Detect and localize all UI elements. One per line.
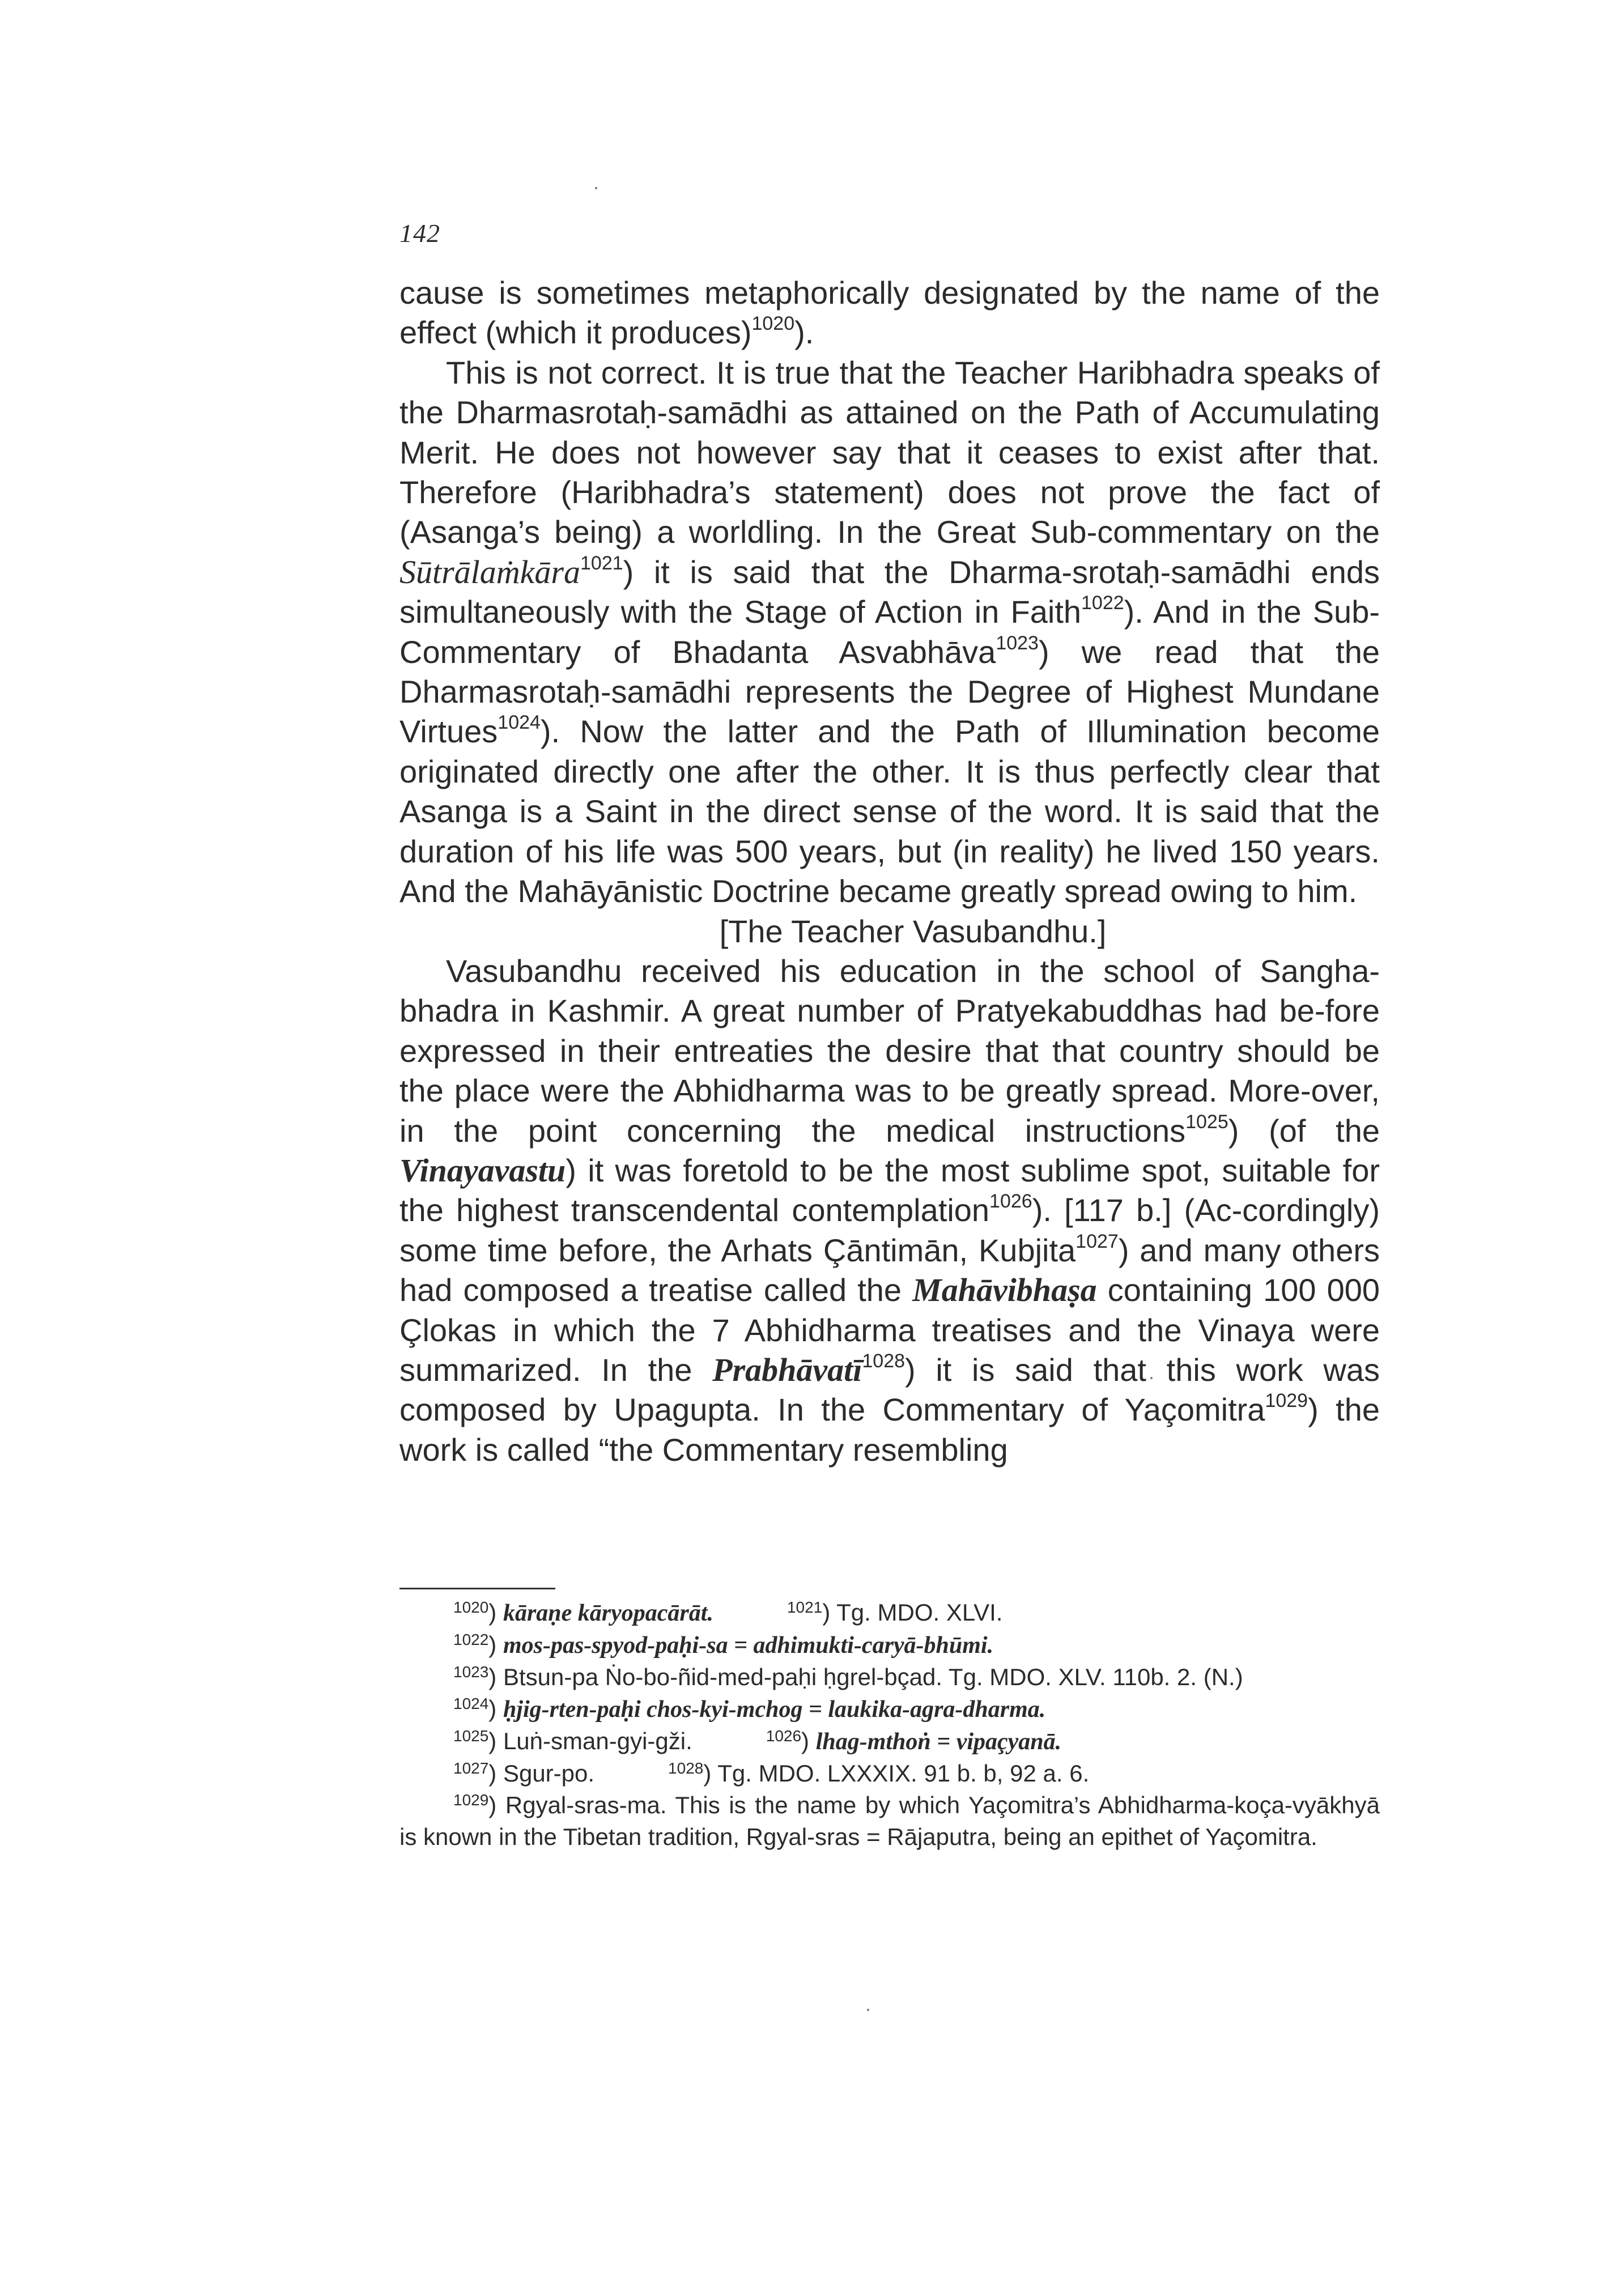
paragraph-text: containing 100 000 Çlokas in which the 7 Abhidharma treatises and the Vinaya were summarized. In the [399,1272,1380,1388]
page-number: 142 [399,219,440,248]
footnote-ref: 1025 [1185,1111,1228,1133]
footnote-row: $^{1025}$) Luṅ-sman-gyi-gži. $^{1026}$) lhag-mthoṅ = vipaçyanā. [453,1727,1062,1755]
footnote-ref: 1020 [751,313,795,335]
footnote-divider [399,1588,555,1589]
footnote-text: kāraṇe kāryopacārāt. [503,1600,713,1626]
footnote-number: 1022 [453,1631,489,1648]
scan-speck [595,187,597,189]
footnote-row: $^{1022}$) mos-pas-spyod-paḥi-sa = adhimukti-caryā-bhūmi. [453,1631,994,1659]
footnote-number: 1020 [453,1598,489,1616]
work-title: Sūtrālaṁkāra [399,553,580,590]
footnote-number: 1021 [787,1598,823,1616]
footnote-number: 1027 [453,1759,489,1777]
footnote-text: ḥjig-rten-paḥi chos-kyi-mchog = laukika-agra-dharma. [503,1697,1046,1723]
paragraph-text: ) and many others had composed a treatise called the [399,1232,1380,1308]
paragraph-2 [399,353,1380,912]
footnote-number: 1024 [453,1695,489,1712]
scan-speck [867,2009,869,2011]
footnote-ref: 1022 [1081,592,1124,614]
footnote-row: $^{1020}$) kāraṇe kāryopacārāt. $^{1021}$) Tg. MDO. XLVI. [453,1598,1003,1626]
footnote-row: $^{1024}$) ḥjig-rten-paḥi chos-kyi-mchog = laukika-agra-dharma. [453,1695,1046,1723]
footnote-ref: 1029 [1265,1390,1308,1412]
work-title: Prabhāvatī [712,1351,862,1388]
footnote-text: Btsun-pa Ṅo-bo-ñid-med-paḥi ḥgrel-bçad. Tg. MDO. XLV. 110b. 2. (N.) [503,1664,1243,1690]
footnote-text: Tg. MDO. XLVI. [836,1599,1003,1626]
footnote-row: $^{1023}$) Btsun-pa Ṅo-bo-ñid-med-paḥi ḥgrel-bçad. Tg. MDO. XLV. 110b. 2. (N.) [453,1663,1243,1690]
footnote-text: lhag-mthoṅ = vipaçyanā. [815,1729,1062,1755]
footnote-number: 1026 [766,1727,802,1745]
footnote-text: Tg. MDO. LXXXIX. 91 b. b, 92 a. 6. [717,1760,1090,1787]
paragraph-text: ) it is said that the Dharma-srotaḥ-samādhi ends simultaneously with the Stage of Action in Faith [399,554,1380,630]
footnote-row: $^{1029}$) Rgyal-sras-ma. This is the name by which Yaçomitra’s Abhidharma-koça-vyākhyā is known in the Tibetan tradition, Rgyal-sras = Rājaputra, being an epithet of Yaçomitra. [399,1791,1380,1850]
work-title: Mahāvibhaṣa [912,1272,1097,1309]
footnote-ref: 1028 [862,1350,905,1372]
footnote-row: $^{1027}$) Sgur-po. $^{1028}$) Tg. MDO. LXXXIX. 91 b. b, 92 a. 6. [453,1759,1090,1787]
paragraph-text: This is not correct. It is true that the Teacher Haribhadra speaks of the Dharmasrotaḥ-samādhi as attained on the Path of Accumulating Merit. He does not however say that it ceases to exist after that. Therefore (Haribhadra’s statement) does not prove the fact of (Asanga’s being) a worldling. In the Great Sub-commentary on the [399,354,1380,550]
paragraph-text: ) (of the [1228,1112,1380,1149]
footnote-text: mos-pas-spyod-paḥi-sa = adhimukti-caryā-bhūmi. [503,1632,994,1659]
paragraph-text: ). And in the Sub-Commentary of Bhadanta Asvabhāva [399,594,1380,670]
paragraph-text: ). Now the latter and the Path of Illumination become originated directly one after the other. It is thus perfectly clear that Asanga is a Saint in the direct sense of the word. It is said that the duration of his life was 500 years, but (in reality) he lived 150 years. And the Mahāyānistic Doctrine became greatly spread owing to him. [399,713,1380,909]
paragraph-text: ) we read that the Dharmasrotaḥ-samādhi represents the Degree of Highest Mundane Virtues [399,633,1380,750]
footnote-number: 1023 [453,1663,489,1681]
footnote-number: 1028 [668,1759,704,1777]
footnote-text: Sgur-po. [503,1760,595,1787]
paragraph-text: Vasubandhu received his education in the school of Sangha-bhadra in Kashmir. A great number of Pratyekabuddhas had be-fore expressed in their entreaties the desire that that country should be the place were the Abhidharma was to be greatly spread. More-over, in the point concerning the medical instructions [399,953,1380,1149]
paragraph-1 [399,273,1380,353]
paragraph-text: cause is sometimes metaphorically designated by the name of the effect (which it produces) [399,275,1380,351]
work-title: Vinayavastu [399,1151,566,1189]
footnote-text: Rgyal-sras-ma. This is the name by which Yaçomitra’s Abhidharma-koça-vyākhyā is known in the Tibetan tradition, Rgyal-sras = Rājaputra, being an epithet of Yaçomitra. [399,1792,1380,1850]
footnote-text: Luṅ-sman-gyi-gži. [503,1728,692,1754]
footnote-ref: 1023 [996,632,1039,654]
paragraph-3 [399,951,1380,1470]
footnote-ref: 1026 [989,1190,1032,1213]
paragraph-text: ) it is said that this work was composed by Upagupta. In the Commentary of Yaçomitra [399,1351,1380,1428]
paragraph-text: ) the work is called “the Commentary resembling [399,1392,1380,1468]
footnote-ref: 1024 [498,712,541,734]
section-heading: [The Teacher Vasubandhu.] [719,913,1107,949]
footnote-ref: 1027 [1075,1230,1119,1252]
paragraph-text: ) it was foretold to be the most sublime spot, suitable for the highest transcendental contemplation [399,1152,1380,1228]
footnote-number: 1029 [453,1791,489,1809]
body-text [399,273,1380,1470]
paragraph-text: ). [794,314,814,351]
footnote-number: 1025 [453,1727,489,1745]
footnote-ref: 1021 [580,552,623,574]
footnotes [399,1597,1380,1853]
paragraph-text: ). [117 b.] (Ac-cordingly) some time before, the Arhats Çāntimān, Kubjita [399,1192,1380,1268]
